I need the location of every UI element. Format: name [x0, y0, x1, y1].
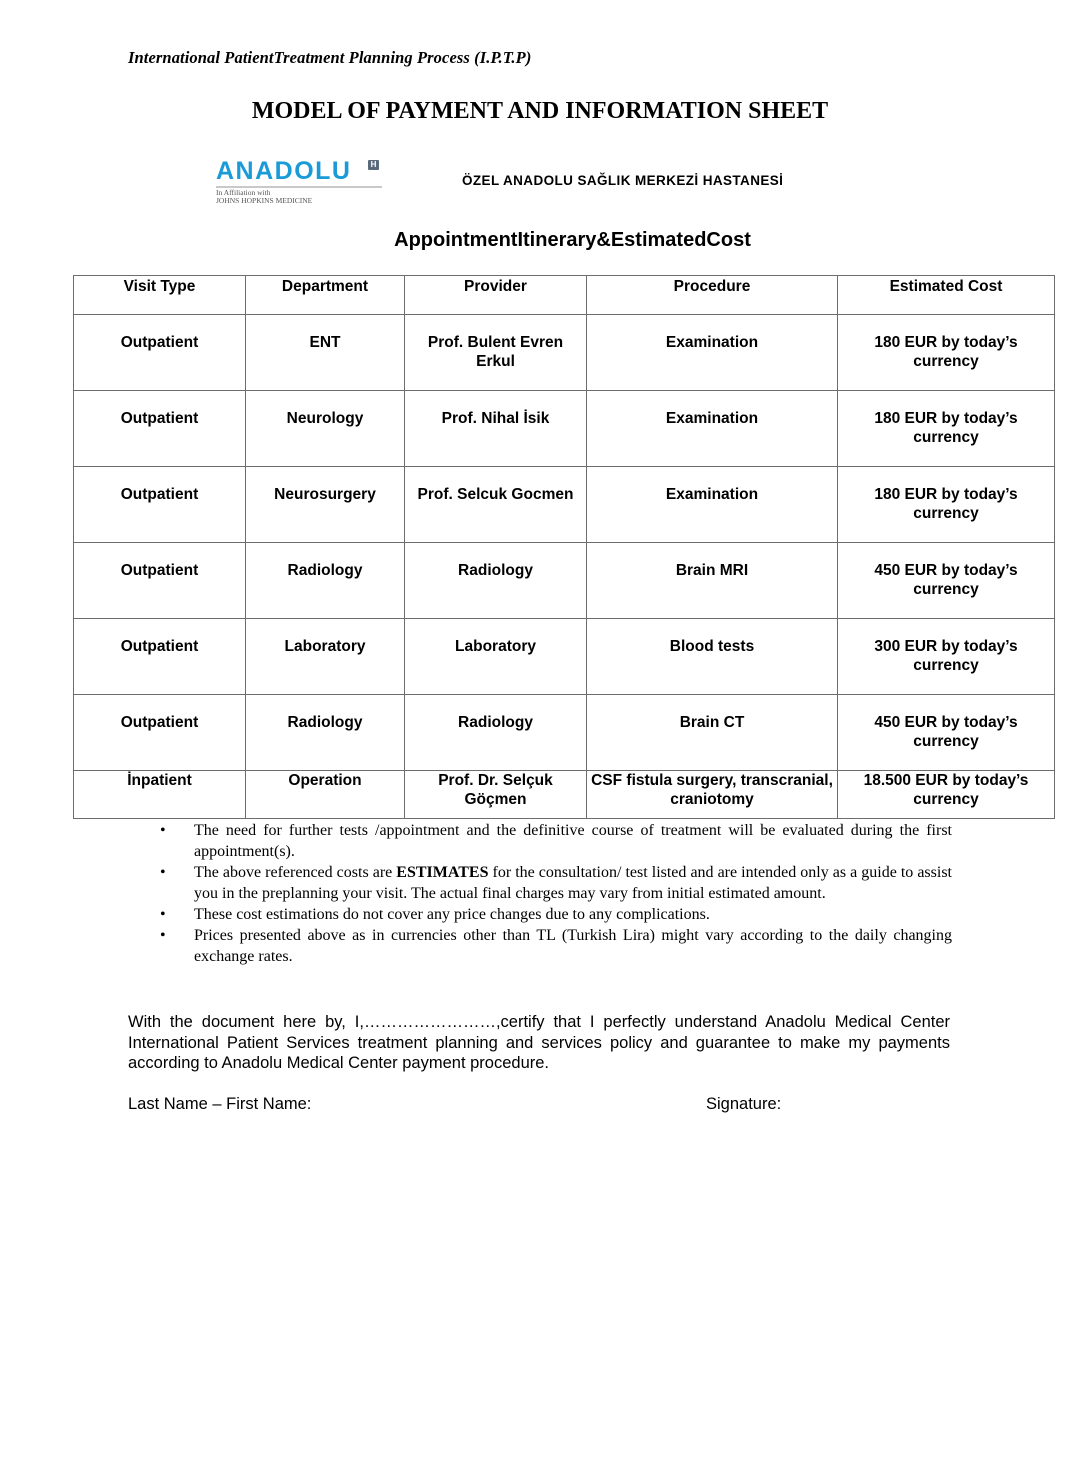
cell-provider: Prof. Selcuk Gocmen [405, 467, 587, 543]
cell-visit-type: Outpatient [74, 695, 246, 771]
cell-department: Neurology [246, 391, 405, 467]
hospital-name: ÖZEL ANADOLU SAĞLIK MERKEZİ HASTANESİ [462, 173, 784, 188]
anadolu-logo [216, 158, 386, 208]
cell-procedure: Examination [587, 391, 838, 467]
cell-estimated-cost: 450 EUR by today’s currency [838, 543, 1055, 619]
note-text: The need for further tests /appointment and the definitive course of treatment will be evaluated during the first appointment(s). [194, 822, 952, 860]
logo-affiliation [216, 189, 312, 205]
cell-department: Neurosurgery [246, 467, 405, 543]
cell-provider: Prof. Nihal İsik [405, 391, 587, 467]
note-text: for the consultation/ test listed and are intended only as a guide to assist you in the preplanning your visit. The actual final charges may vary from initial estimated amount. [194, 864, 952, 902]
cell-visit-type: Outpatient [74, 391, 246, 467]
name-label: Last Name – First Name: [128, 1095, 312, 1113]
cell-visit-type: İnpatient [74, 771, 246, 819]
col-department: Department [246, 276, 405, 315]
table-row [74, 391, 1055, 467]
note-text: Prices presented above as in currencies other than TL (Turkish Lira) might vary according to the daily changing exchange rates. [194, 927, 952, 965]
note-item [160, 925, 952, 967]
col-visit-type: Visit Type [74, 276, 246, 315]
cell-department: ENT [246, 315, 405, 391]
note-emphasis: ESTIMATES [396, 864, 489, 881]
note-text: These cost estimations do not cover any price changes due to any complications. [194, 906, 710, 923]
note-item [160, 862, 952, 904]
cell-provider: Prof. Bulent Evren Erkul [405, 315, 587, 391]
cost-table [73, 275, 1055, 819]
col-estimated-cost: Estimated Cost [838, 276, 1055, 315]
cell-estimated-cost: 18.500 EUR by today’s currency [838, 771, 1055, 819]
cell-estimated-cost: 300 EUR by today’s currency [838, 619, 1055, 695]
cell-procedure: Brain MRI [587, 543, 838, 619]
note-item [160, 820, 952, 862]
cell-department: Operation [246, 771, 405, 819]
table-row [74, 771, 1055, 819]
cell-procedure: Blood tests [587, 619, 838, 695]
section-title: AppointmentItinerary&EstimatedCost [394, 229, 751, 251]
logo-brand: ANADOLU [216, 157, 352, 185]
note-text: The above referenced costs are [194, 864, 397, 881]
bullet-icon: • [160, 822, 166, 839]
cell-estimated-cost: 180 EUR by today’s currency [838, 467, 1055, 543]
cell-visit-type: Outpatient [74, 619, 246, 695]
cell-provider: Radiology [405, 695, 587, 771]
affiliation-line-1: In Affiliation with [216, 188, 271, 197]
signature-label: Signature: [706, 1095, 782, 1113]
bullet-icon: • [160, 927, 166, 944]
cell-department: Radiology [246, 543, 405, 619]
process-header: International PatientTreatment Planning Process (I.P.T.P) [128, 48, 532, 67]
cell-estimated-cost: 450 EUR by today’s currency [838, 695, 1055, 771]
bullet-icon: • [160, 906, 166, 923]
cell-visit-type: Outpatient [74, 543, 246, 619]
cell-procedure: CSF fistula surgery, transcranial, craniotomy [587, 771, 838, 819]
cell-visit-type: Outpatient [74, 467, 246, 543]
certification-statement: With the document here by, I,……………………,certify that I perfectly understand Anadolu Medical Center International Patient Services treatment planning and services policy and guarantee to make my payments according to Anadolu Medical Center payment procedure. [128, 1013, 950, 1072]
table-row [74, 619, 1055, 695]
table-row [74, 695, 1055, 771]
cell-department: Laboratory [246, 619, 405, 695]
cell-procedure: Examination [587, 467, 838, 543]
table-row [74, 315, 1055, 391]
cell-department: Radiology [246, 695, 405, 771]
table-header-row [74, 276, 1055, 315]
page-title: MODEL OF PAYMENT AND INFORMATION SHEET [251, 98, 829, 124]
bullet-icon: • [160, 864, 166, 881]
hospital-badge-icon: H [368, 160, 379, 170]
cell-estimated-cost: 180 EUR by today’s currency [838, 315, 1055, 391]
signature-block [128, 1095, 950, 1114]
table-row [74, 467, 1055, 543]
table-row [74, 543, 1055, 619]
cell-provider: Prof. Dr. Selçuk Göçmen [405, 771, 587, 819]
notes-list [160, 820, 952, 967]
col-provider: Provider [405, 276, 587, 315]
affiliation-line-2: JOHNS HOPKINS MEDICINE [216, 196, 313, 205]
col-procedure: Procedure [587, 276, 838, 315]
cell-estimated-cost: 180 EUR by today’s currency [838, 391, 1055, 467]
cell-provider: Laboratory [405, 619, 587, 695]
cell-provider: Radiology [405, 543, 587, 619]
cell-visit-type: Outpatient [74, 315, 246, 391]
cell-procedure: Examination [587, 315, 838, 391]
cell-procedure: Brain CT [587, 695, 838, 771]
note-item [160, 904, 952, 925]
